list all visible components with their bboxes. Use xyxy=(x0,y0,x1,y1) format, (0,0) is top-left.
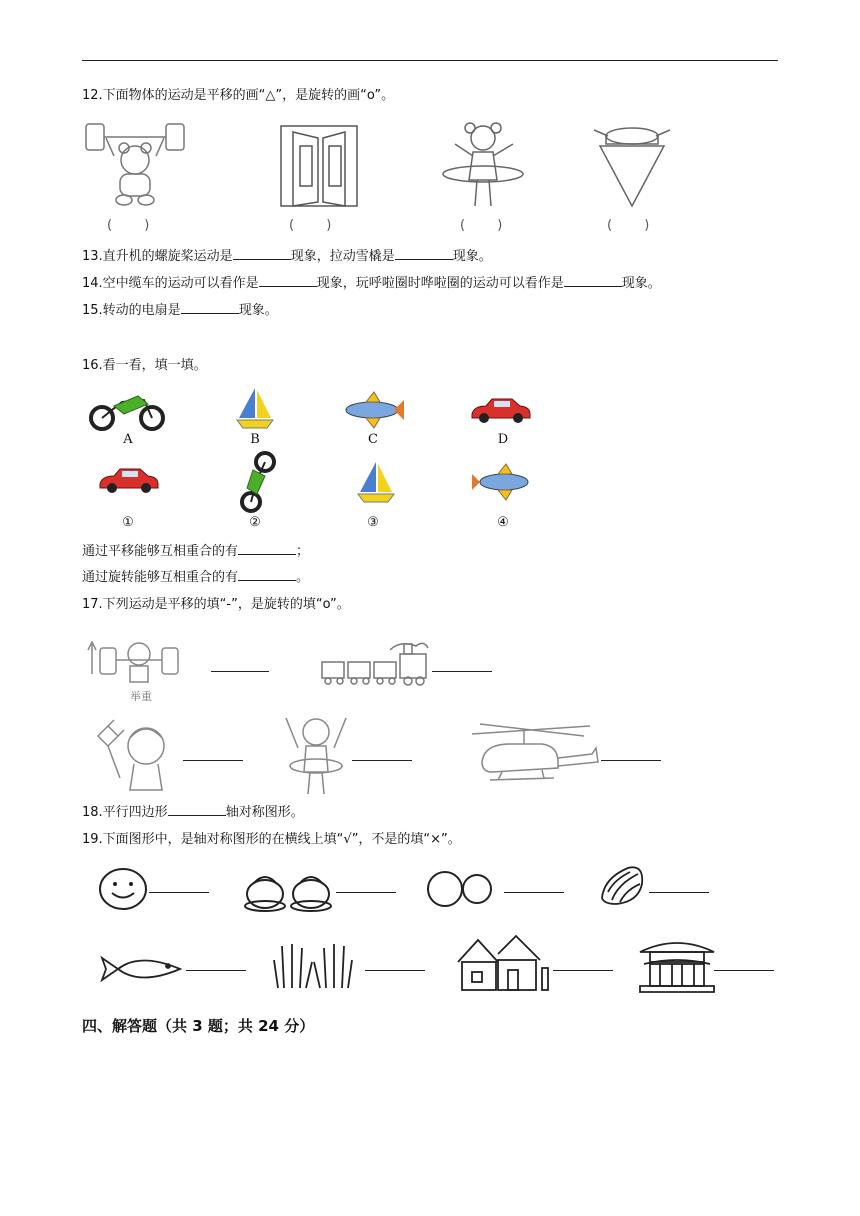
q17-answer-4[interactable] xyxy=(352,760,412,761)
q19-answer-4[interactable] xyxy=(649,892,709,893)
q14-text-b: 现象，玩呼啦圈时哗啦圈的运动可以看作是 xyxy=(316,276,564,291)
q16-line-1 xyxy=(82,543,309,561)
figure-eight-shape-icon xyxy=(426,868,494,910)
train-icon xyxy=(320,640,430,686)
q16-line2-text: 通过旋转能够互相重合的有 xyxy=(82,570,239,585)
smiley-face-icon xyxy=(97,866,149,912)
q15-text-b: 现象。 xyxy=(238,303,278,318)
helicopter-icon xyxy=(462,722,600,790)
spinning-top-icon xyxy=(588,122,678,210)
q18-text-b: 轴对称图形。 xyxy=(225,805,304,820)
q12-answer-paren-1[interactable]: ( ) xyxy=(107,218,164,233)
q17-answer-3[interactable] xyxy=(183,760,243,761)
q12-answer-paren-2[interactable]: ( ) xyxy=(289,218,346,233)
weightlift-caption: 举重 xyxy=(130,690,152,703)
fish-icon xyxy=(100,952,184,986)
temple-icon xyxy=(638,934,716,996)
teapots-icon xyxy=(243,866,335,914)
q13-blank-2[interactable] xyxy=(395,259,453,260)
q13-text-a: 13.直升机的螺旋桨运动是 xyxy=(82,249,233,264)
folding-door-icon xyxy=(273,124,368,209)
q18-blank[interactable] xyxy=(168,815,226,816)
q12-answer-paren-4[interactable]: ( ) xyxy=(607,218,664,233)
q16-label-d: D xyxy=(497,432,509,447)
q16-label-4: ④ xyxy=(497,515,509,530)
q18-text-a: 18.平行四边形 xyxy=(82,805,168,820)
q19-answer-8[interactable] xyxy=(714,970,774,971)
hula-hoop-girl-icon xyxy=(437,118,527,213)
car-icon xyxy=(98,466,160,494)
hands-icon xyxy=(268,940,358,992)
seashell-icon xyxy=(598,862,648,908)
q13-line xyxy=(82,248,492,266)
q19-text: 19.下面图形中，是轴对称图形的在横线上填“√”，不是的填“×”。 xyxy=(82,832,461,847)
motorcycle-rotated-icon xyxy=(235,450,280,512)
weightlifting-bear-icon xyxy=(84,120,189,210)
q14-text-a: 14.空中缆车的运动可以看作是 xyxy=(82,276,259,291)
q16-label-b: B xyxy=(250,432,260,447)
q14-text-c: 现象。 xyxy=(621,276,661,291)
sailboat-icon xyxy=(356,460,396,505)
pinwheel-child-icon xyxy=(90,716,182,794)
q19-answer-5[interactable] xyxy=(186,970,246,971)
q16-line1-text: 通过平移能够互相重合的有 xyxy=(82,544,239,559)
q14-line xyxy=(82,275,661,293)
q13-blank-1[interactable] xyxy=(233,259,291,260)
car-icon xyxy=(470,396,532,424)
q17-answer-5[interactable] xyxy=(601,760,661,761)
q14-blank-2[interactable] xyxy=(564,286,622,287)
airplane-icon xyxy=(472,464,534,500)
section-4-title: 四、解答题（共 3 题；共 24 分） xyxy=(82,1017,315,1035)
house-icon xyxy=(454,934,548,994)
q16-label-3: ③ xyxy=(367,515,379,530)
q17-text: 17.下列运动是平移的填“-”，是旋转的填“o”。 xyxy=(82,597,350,612)
q16-label-1: ① xyxy=(122,515,134,530)
q15-line xyxy=(82,302,278,320)
q16-line-2 xyxy=(82,569,309,587)
q19-answer-3[interactable] xyxy=(504,892,564,893)
q15-blank[interactable] xyxy=(181,313,239,314)
q19-answer-7[interactable] xyxy=(553,970,613,971)
q16-blank-2[interactable] xyxy=(238,580,296,581)
q19-answer-1[interactable] xyxy=(149,892,209,893)
q16-text: 16.看一看，填一填。 xyxy=(82,358,207,373)
header-rule xyxy=(82,60,778,61)
hula-hoop-girl-icon xyxy=(280,714,350,796)
sailboat-icon xyxy=(235,386,275,431)
q13-text-b: 现象，拉动雪橇是 xyxy=(290,249,395,264)
q18-line xyxy=(82,804,304,822)
q12-text: 12.下面物体的运动是平移的画“△”，是旋转的画“o”。 xyxy=(82,88,395,103)
q12-answer-paren-3[interactable]: ( ) xyxy=(460,218,517,233)
q16-label-2: ② xyxy=(249,515,261,530)
airplane-icon xyxy=(340,392,406,428)
q17-answer-2[interactable] xyxy=(432,671,492,672)
q14-blank-1[interactable] xyxy=(259,286,317,287)
q19-answer-6[interactable] xyxy=(365,970,425,971)
q16-blank-1[interactable] xyxy=(238,554,296,555)
q19-answer-2[interactable] xyxy=(336,892,396,893)
q16-label-a: A xyxy=(123,432,133,447)
q17-answer-1[interactable] xyxy=(211,671,269,672)
motorcycle-icon xyxy=(88,388,168,433)
q13-text-c: 现象。 xyxy=(452,249,492,264)
q16-line1-end: ； xyxy=(296,544,310,559)
q16-line2-end: 。 xyxy=(296,570,310,585)
q16-label-c: C xyxy=(368,432,378,447)
q15-text-a: 15.转动的电扇是 xyxy=(82,303,181,318)
